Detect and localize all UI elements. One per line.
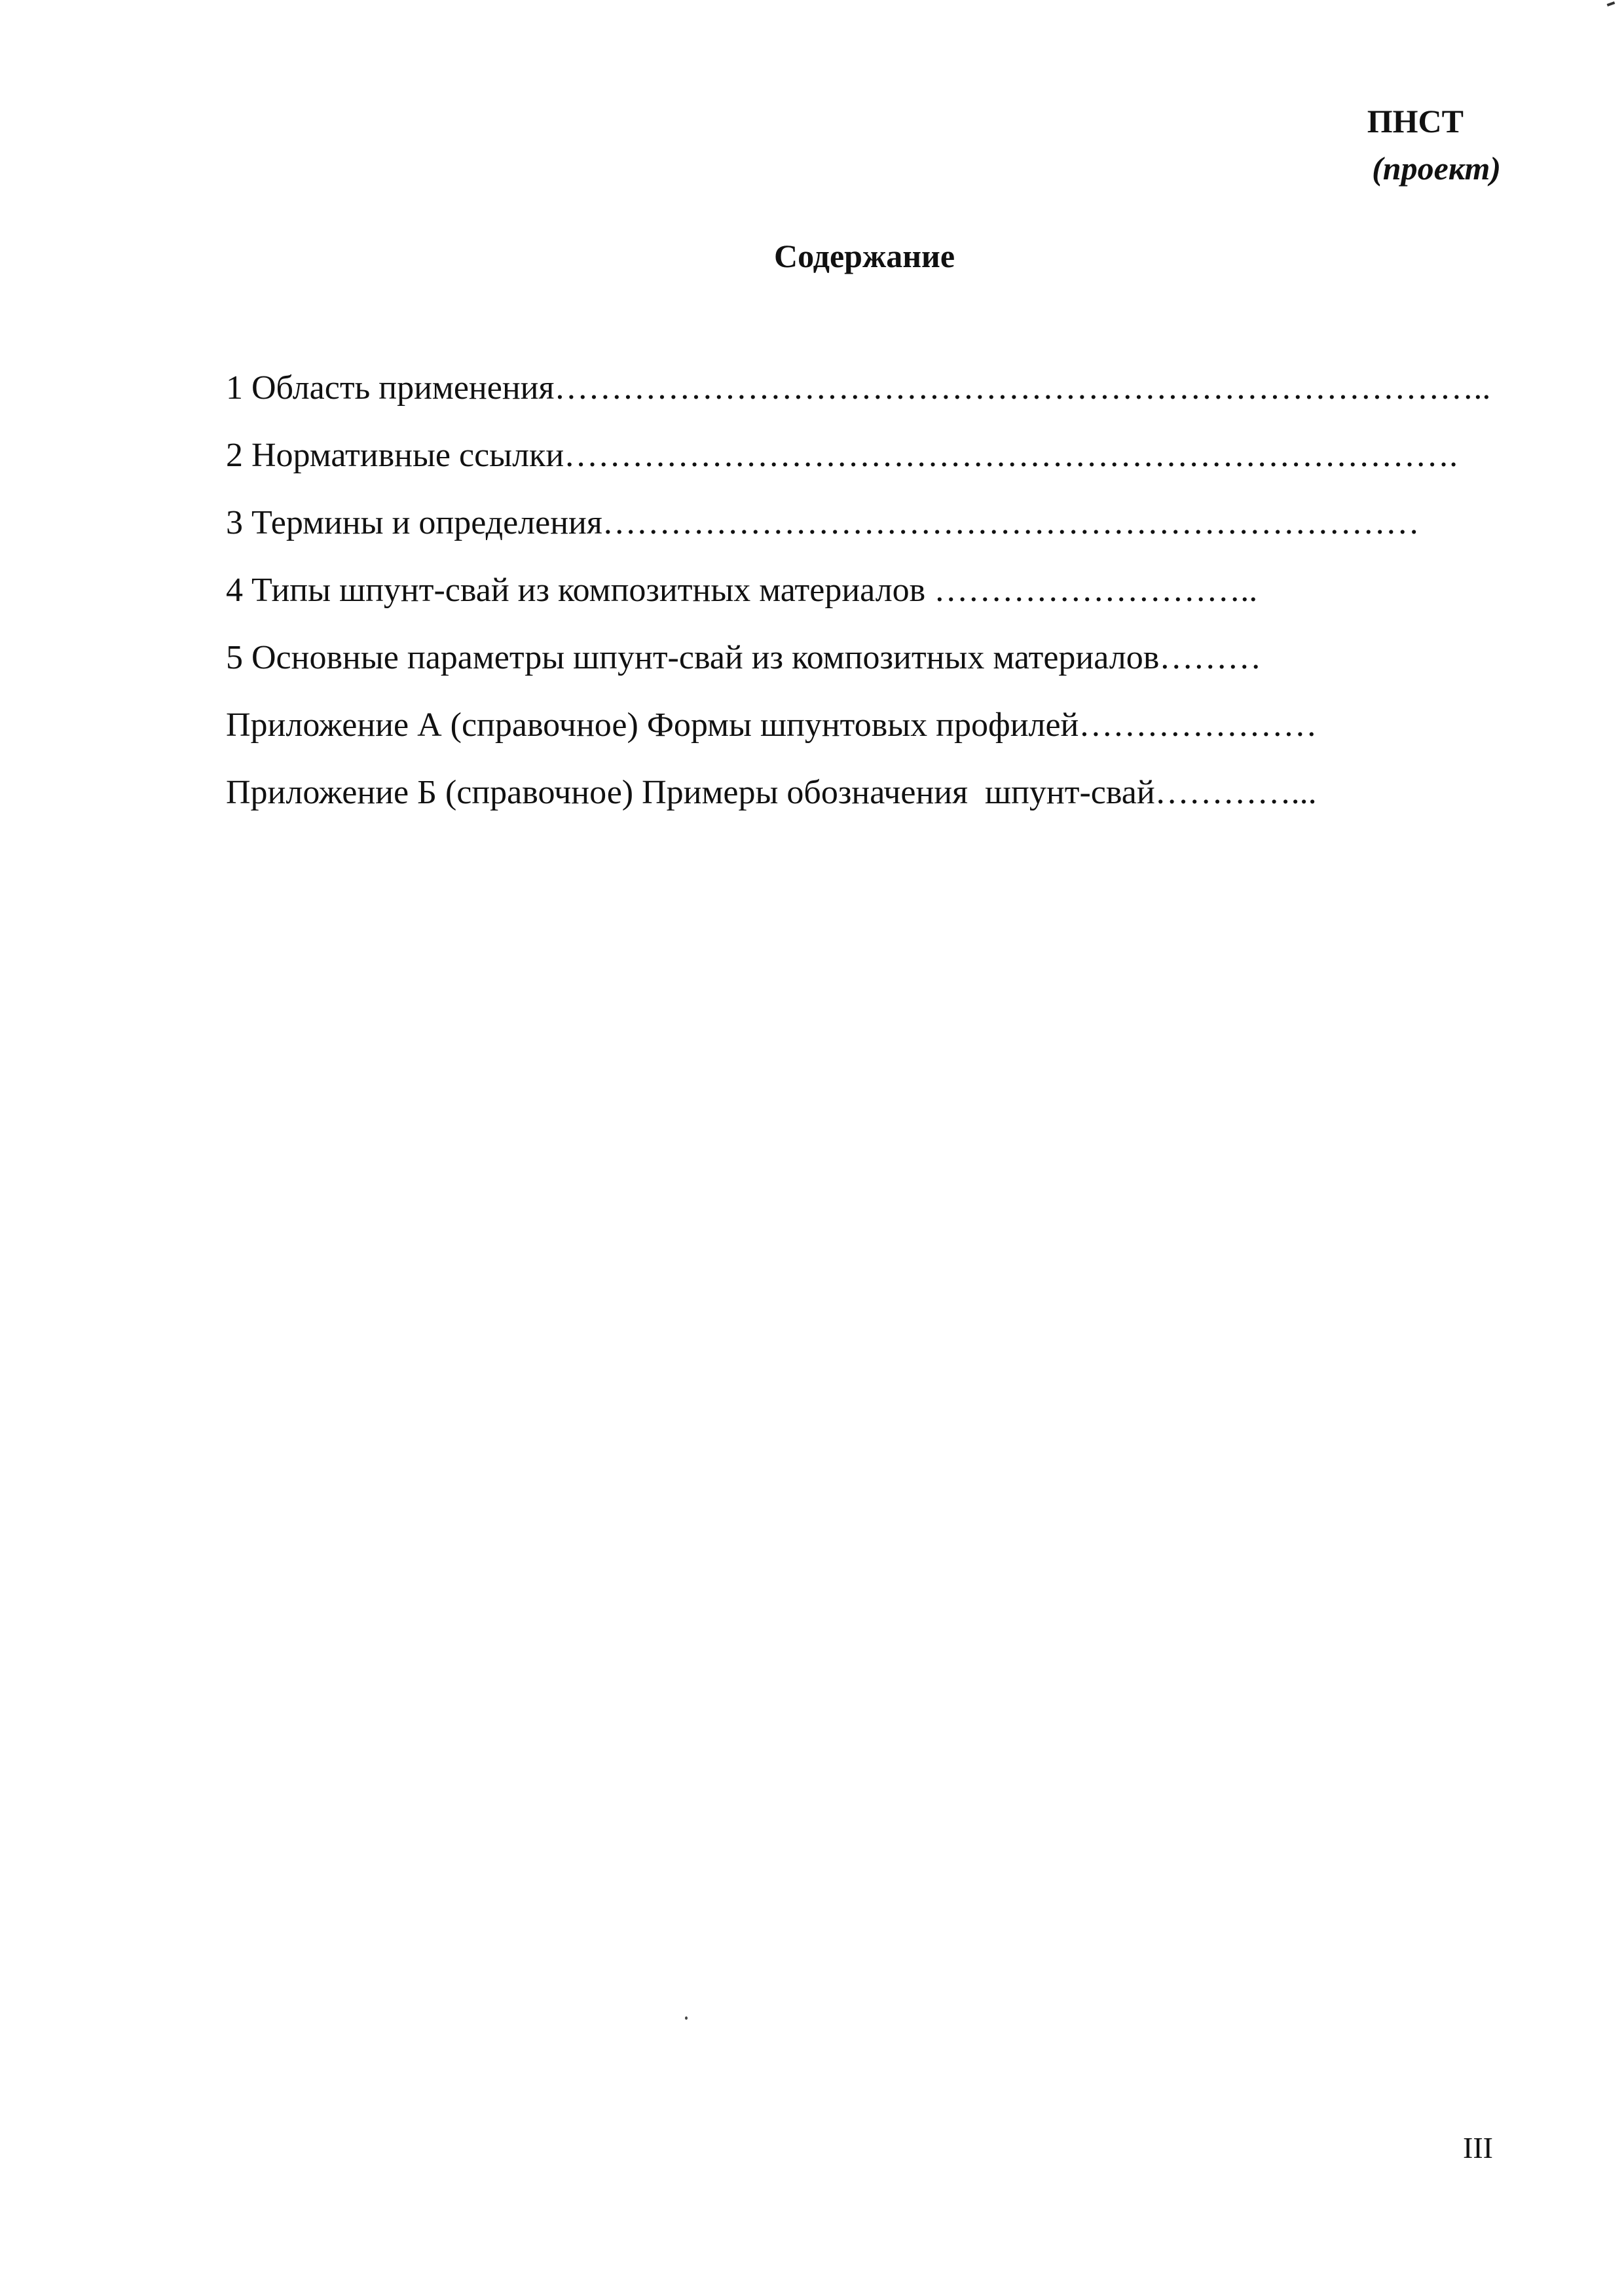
toc-entry-3[interactable] xyxy=(226,500,1470,568)
toc-entry-text: 5 Основные параметры шпунт-свай из композитных материалов xyxy=(226,639,1160,676)
toc-entry-text: Приложение А (справочное) Формы шпунтовых профилей xyxy=(226,706,1079,744)
page-number: III xyxy=(1463,2131,1493,2164)
toc-entry-2[interactable] xyxy=(226,433,1470,500)
scan-speck xyxy=(685,2016,688,2020)
toc-entry-5[interactable] xyxy=(226,635,1470,702)
toc-entry-text: Приложение Б (справочное) Примеры обозначения шпунт-свай xyxy=(226,774,1155,811)
document-code: ПНСТ xyxy=(1367,103,1464,139)
toc-entry-text: 3 Термины и определения xyxy=(226,504,602,541)
table-of-contents xyxy=(226,365,1491,837)
toc-title: Содержание xyxy=(773,238,955,274)
toc-entry-4[interactable] xyxy=(226,568,1470,635)
scan-mark xyxy=(1607,1,1615,7)
toc-appendix-b[interactable] xyxy=(226,770,1470,837)
toc-leader-dots: ……………………….. xyxy=(934,572,1258,609)
toc-entry-text: 2 Нормативные ссылки xyxy=(226,437,564,474)
toc-leader-dots: ……………………………………………………………… xyxy=(602,504,1420,541)
toc-appendix-a[interactable] xyxy=(226,702,1470,770)
toc-leader-dots: ………………… xyxy=(1079,706,1318,744)
toc-leader-dots: …………... xyxy=(1154,774,1317,811)
toc-entry-text: 1 Область применения xyxy=(226,369,555,407)
toc-leader-dots: ……………………………………………………………………….. xyxy=(554,369,1491,407)
document-status: (проект) xyxy=(1372,150,1501,187)
toc-entry-text: 4 Типы шпунт-свай из композитных материалов xyxy=(226,572,934,609)
toc-entry-1[interactable] xyxy=(226,365,1491,433)
toc-leader-dots: ……… xyxy=(1159,639,1262,676)
toc-leader-dots: ……………………………………………………………………. xyxy=(564,437,1458,474)
